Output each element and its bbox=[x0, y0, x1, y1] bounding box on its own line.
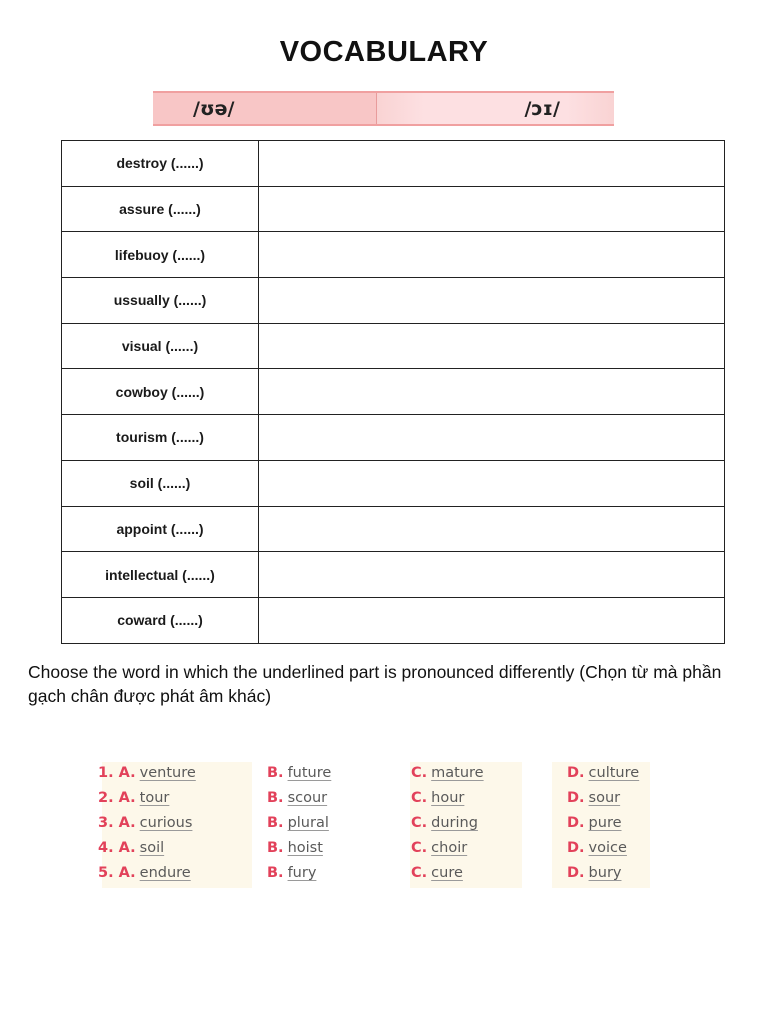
table-row bbox=[62, 278, 725, 324]
option-word: choir bbox=[431, 840, 468, 857]
option-label: D. bbox=[567, 840, 585, 857]
option-a[interactable] bbox=[98, 865, 191, 881]
option-c[interactable] bbox=[411, 865, 463, 881]
option-a[interactable] bbox=[98, 815, 192, 831]
phoneme-oi: /ɔɪ/ bbox=[377, 93, 614, 124]
option-b[interactable] bbox=[267, 790, 327, 806]
option-word: future bbox=[287, 764, 332, 781]
table-row bbox=[62, 232, 725, 278]
option-word: cure bbox=[431, 865, 463, 882]
option-b[interactable] bbox=[267, 815, 329, 831]
vocab-word: visual (......) bbox=[62, 323, 259, 369]
option-word: mature bbox=[431, 764, 484, 781]
option-word: scour bbox=[287, 789, 328, 806]
exercise-row bbox=[92, 836, 652, 861]
vocab-word: appoint (......) bbox=[62, 506, 259, 552]
option-word: soil bbox=[139, 840, 165, 857]
vocab-word: intellectual (......) bbox=[62, 552, 259, 598]
answer-cell[interactable] bbox=[259, 232, 725, 278]
answer-cell[interactable] bbox=[259, 460, 725, 506]
option-b[interactable] bbox=[267, 765, 331, 781]
option-word: curious bbox=[139, 814, 193, 831]
option-word: sour bbox=[588, 789, 621, 806]
table-row bbox=[62, 506, 725, 552]
table-row bbox=[62, 460, 725, 506]
table-row bbox=[62, 597, 725, 643]
option-label: B. bbox=[267, 789, 284, 806]
table-row bbox=[62, 415, 725, 461]
table-row bbox=[62, 186, 725, 232]
option-d[interactable] bbox=[567, 865, 621, 881]
option-label: 1. A. bbox=[98, 764, 136, 781]
exercise-instruction: Choose the word in which the underlined part is pronounced differently (Chọn từ mà phần gạch chân được phát âm khác) bbox=[28, 662, 722, 706]
option-label: C. bbox=[411, 865, 428, 882]
option-d[interactable] bbox=[567, 765, 639, 781]
exercise-grid bbox=[92, 760, 652, 886]
option-label: C. bbox=[411, 814, 428, 831]
option-label: D. bbox=[567, 764, 585, 781]
option-a[interactable] bbox=[98, 840, 164, 856]
option-d[interactable] bbox=[567, 840, 627, 856]
table-row bbox=[62, 552, 725, 598]
vocab-word: coward (......) bbox=[62, 597, 259, 643]
option-label: C. bbox=[411, 789, 428, 806]
option-label: C. bbox=[411, 840, 428, 857]
answer-cell[interactable] bbox=[259, 278, 725, 324]
option-label: D. bbox=[567, 814, 585, 831]
answer-cell[interactable] bbox=[259, 323, 725, 369]
option-word: pure bbox=[588, 814, 622, 831]
option-d[interactable] bbox=[567, 815, 622, 831]
option-label: D. bbox=[567, 789, 585, 806]
option-word: bury bbox=[588, 865, 622, 882]
option-word: culture bbox=[588, 764, 640, 781]
answer-cell[interactable] bbox=[259, 141, 725, 187]
option-word: tour bbox=[139, 789, 170, 806]
option-label: B. bbox=[267, 840, 284, 857]
table-row bbox=[62, 141, 725, 187]
phoneme-header bbox=[153, 91, 614, 126]
vocab-word: assure (......) bbox=[62, 186, 259, 232]
option-label: B. bbox=[267, 764, 284, 781]
table-row bbox=[62, 323, 725, 369]
answer-cell[interactable] bbox=[259, 369, 725, 415]
pronunciation-exercise bbox=[92, 760, 652, 888]
vocab-word: cowboy (......) bbox=[62, 369, 259, 415]
option-c[interactable] bbox=[411, 790, 464, 806]
vocab-word: lifebuoy (......) bbox=[62, 232, 259, 278]
answer-cell[interactable] bbox=[259, 186, 725, 232]
option-label: 4. A. bbox=[98, 840, 136, 857]
answer-cell[interactable] bbox=[259, 552, 725, 598]
phoneme-ua: /ʊə/ bbox=[153, 93, 377, 124]
option-label: 2. A. bbox=[98, 789, 136, 806]
answer-cell[interactable] bbox=[259, 415, 725, 461]
option-b[interactable] bbox=[267, 865, 316, 881]
option-label: B. bbox=[267, 814, 284, 831]
option-c[interactable] bbox=[411, 815, 478, 831]
option-a[interactable] bbox=[98, 790, 169, 806]
vocab-word: ussually (......) bbox=[62, 278, 259, 324]
option-word: fury bbox=[287, 865, 317, 882]
vocab-word: destroy (......) bbox=[62, 141, 259, 187]
option-c[interactable] bbox=[411, 765, 484, 781]
exercise-row bbox=[92, 810, 652, 835]
option-word: endure bbox=[139, 865, 191, 882]
vocabulary-table bbox=[61, 140, 725, 644]
option-word: hoist bbox=[287, 840, 323, 857]
page-title: VOCABULARY bbox=[279, 36, 489, 68]
option-label: B. bbox=[267, 865, 284, 882]
option-label: D. bbox=[567, 865, 585, 882]
answer-cell[interactable] bbox=[259, 506, 725, 552]
option-word: hour bbox=[431, 789, 465, 806]
exercise-row bbox=[92, 760, 652, 785]
option-word: plural bbox=[287, 814, 329, 831]
option-word: voice bbox=[588, 840, 627, 857]
option-c[interactable] bbox=[411, 840, 467, 856]
answer-cell[interactable] bbox=[259, 597, 725, 643]
table-row bbox=[62, 369, 725, 415]
option-word: during bbox=[431, 814, 478, 831]
option-label: 3. A. bbox=[98, 814, 136, 831]
vocab-word: soil (......) bbox=[62, 460, 259, 506]
exercise-row bbox=[92, 785, 652, 810]
option-a[interactable] bbox=[98, 765, 196, 781]
option-b[interactable] bbox=[267, 840, 323, 856]
option-word: venture bbox=[139, 764, 196, 781]
option-label: 5. A. bbox=[98, 865, 136, 882]
exercise-row bbox=[92, 861, 652, 886]
vocab-word: tourism (......) bbox=[62, 415, 259, 461]
option-d[interactable] bbox=[567, 790, 620, 806]
option-label: C. bbox=[411, 764, 428, 781]
